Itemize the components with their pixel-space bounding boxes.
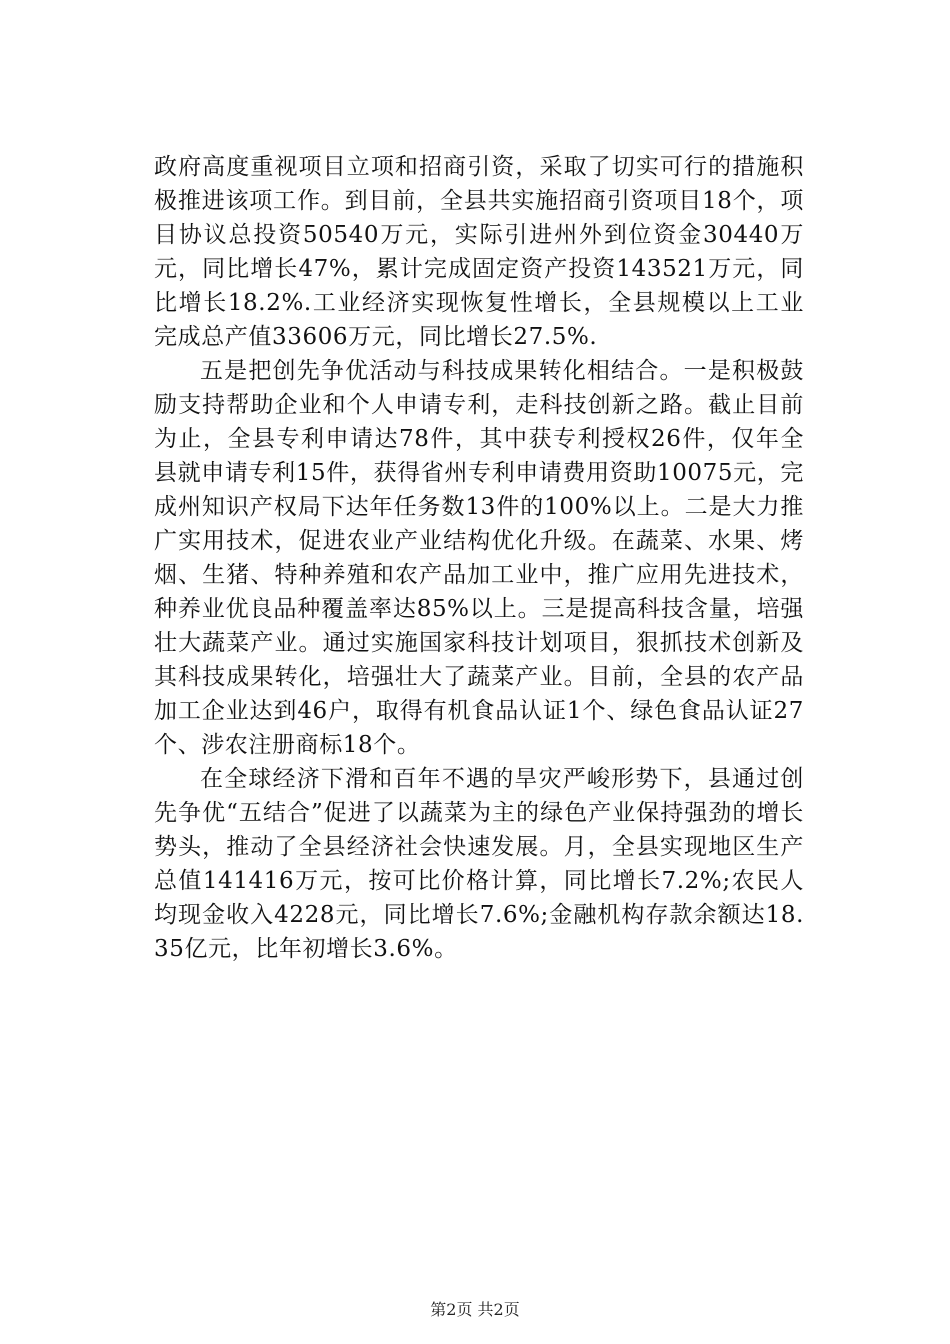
paragraph-technology: 五是把创先争优活动与科技成果转化相结合。一是积极鼓励支持帮助企业和个人申请专利，走科技创新之路。截止目前为止，全县专利申请达78件，其中获专利授权26件，仅年全县就申请专利15件，获得省州专利申请费用资助10075元，完成州知识产权局下达年任务数13件的100%以上。二是大力推广实用技术，促进农业产业结构优化升级。在蔬菜、水果、烤烟、生猪、特种养殖和农产品加工业中，推广应用先进技术，种养业优良品种覆盖率达85%以上。三是提高科技含量，培强壮大蔬菜产业。通过实施国家科技计划项目，狠抓技术创新及其科技成果转化，培强壮大了蔬菜产业。目前，全县的农产品加工企业达到46户，取得有机食品认证1个、绿色食品认证27个、涉农注册商标18个。 [154,358,804,758]
paragraph-economy: 在全球经济下滑和百年不遇的旱灾严峻形势下，县通过创先争优“五结合”促进了以蔬菜为主的绿色产业保持强劲的增长势头，推动了全县经济社会快速发展。月，全县实现地区生产总值141416万元，按可比价格计算，同比增长7.2%;农民人均现金收入4228元，同比增长7.6%;金融机构存款余额达18.35亿元，比年初增长3.6%。 [154,766,804,962]
document-body [154,150,804,966]
paragraph-investment: 政府高度重视项目立项和招商引资，采取了切实可行的措施积极推进该项工作。到目前，全县共实施招商引资项目18个，项目协议总投资50540万元，实际引进州外到位资金30440万元，同比增长47%，累计完成固定资产投资143521万元，同比增长18.2%.工业经济实现恢复性增长，全县规模以上工业完成总产值33606万元，同比增长27.5%. [154,154,804,350]
page-number-footer: 第2页 共2页 [430,1300,520,1319]
